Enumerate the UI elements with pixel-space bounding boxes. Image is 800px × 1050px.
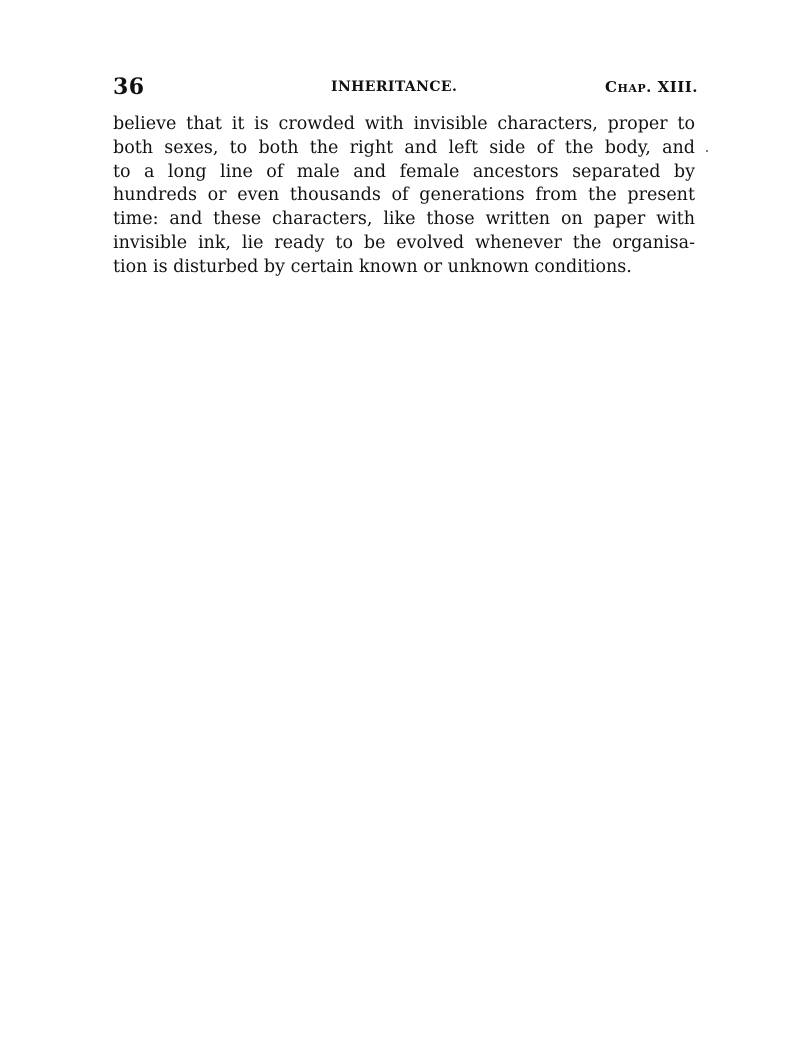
text-line: believe that it is crowded with invisible characters, proper to	[113, 114, 695, 134]
running-title: INHERITANCE.	[331, 79, 458, 95]
page-number: 36	[113, 74, 145, 100]
page-header	[113, 74, 698, 106]
text-line: hundreds or even thousands of generations from the present	[113, 185, 695, 206]
text-line: tion is disturbed by certain known or unknown conditions.	[113, 256, 632, 277]
text-line: invisible ink, lie ready to be evolved whenever the organisa-	[113, 232, 695, 253]
chapter-label: Chap. XIII.	[605, 78, 698, 96]
ink-speck	[706, 150, 708, 152]
body-paragraph	[113, 113, 695, 280]
text-line: time: and these characters, like those written on paper with	[113, 209, 695, 230]
text-line: to a long line of male and female ancestors separated by	[113, 161, 695, 182]
text-line: both sexes, to both the right and left side of the body, and	[113, 137, 695, 158]
